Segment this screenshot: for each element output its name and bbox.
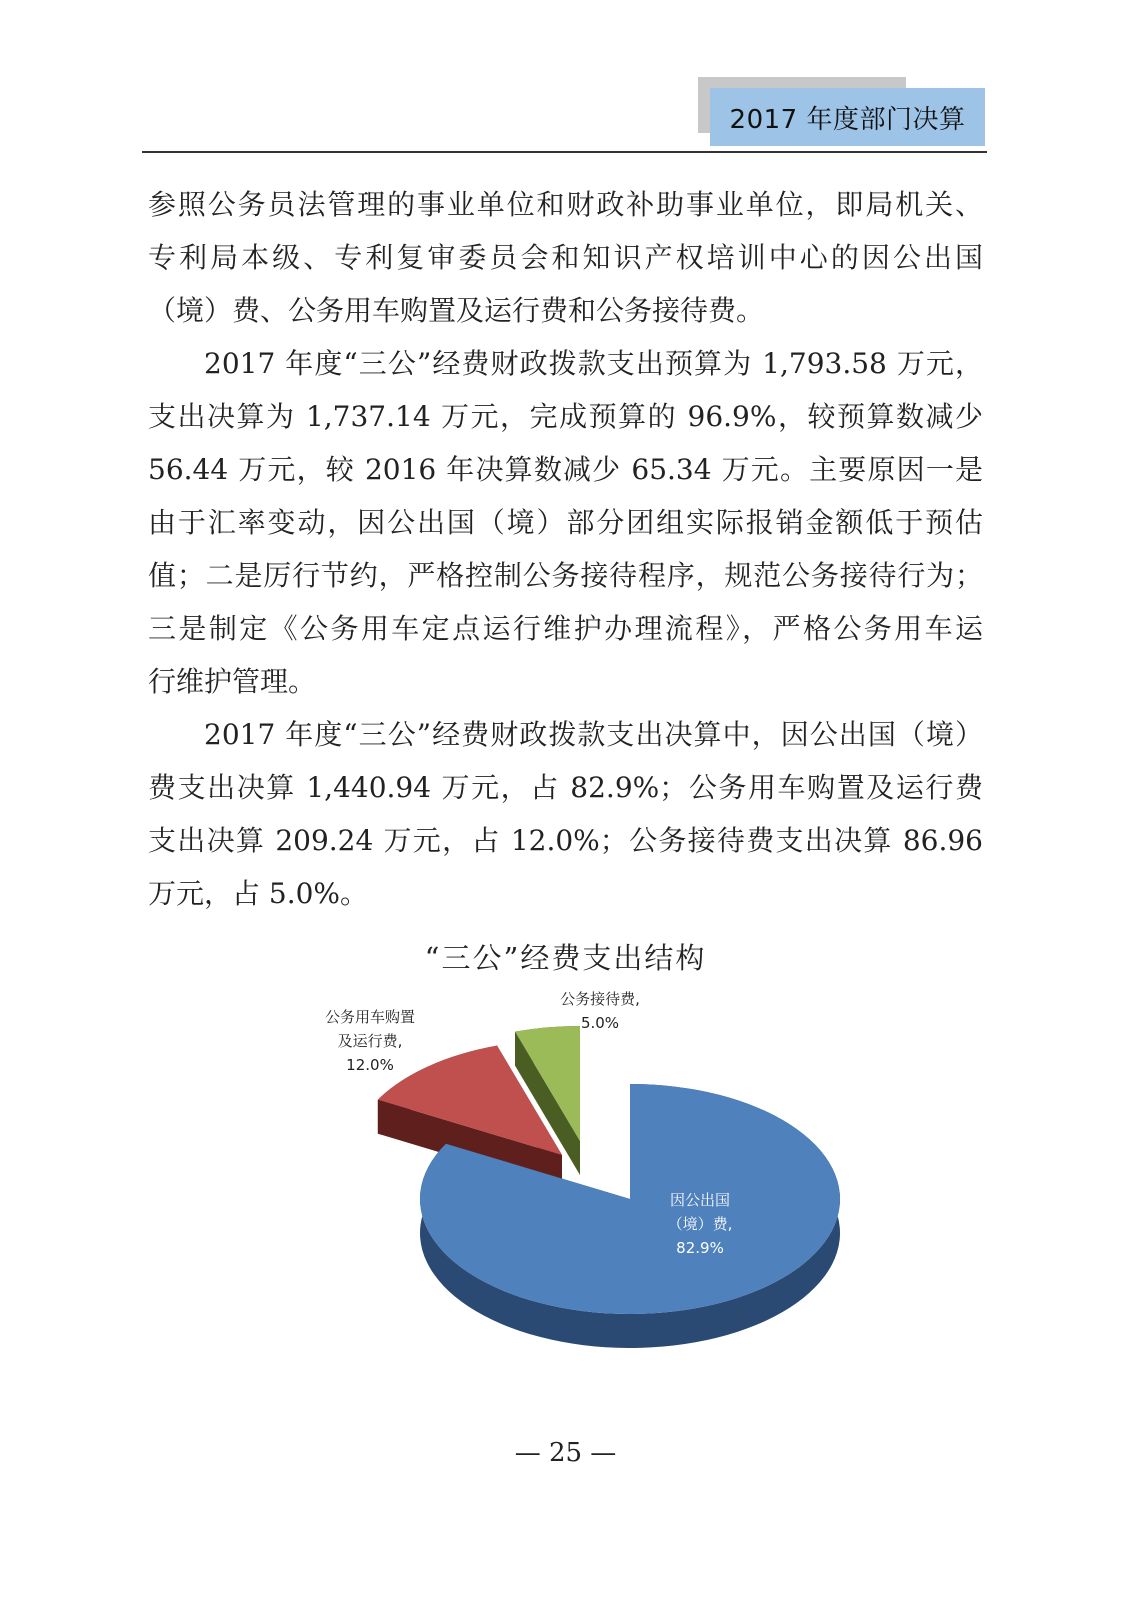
page-number: — 25 — <box>514 1438 617 1468</box>
body-line: 行维护管理。 <box>148 665 317 698</box>
body-line: 值；二是厉行节约，严格控制公务接待程序，规范公务接待行为； <box>148 559 983 592</box>
body-line: （境）费、公务用车购置及运行费和公务接待费。 <box>148 294 765 327</box>
pie-chart <box>324 990 860 1340</box>
header-rule <box>142 151 987 153</box>
body-line: 支出决算 209.24 万元，占 12.0%；公务接待费支出决算 86.96 <box>148 824 983 857</box>
chart-title: “三公”经费支出结构 <box>424 941 707 975</box>
body-line: 支出决算为 1,737.14 万元，完成预算的 96.9%，较预算数减少 <box>148 400 983 433</box>
pie-slice-label: 因公出国（境）费, 82.9% <box>667 1191 733 1257</box>
document-header-title: 2017 年度部门决算 <box>710 88 985 146</box>
body-line: 万元，占 5.0%。 <box>148 877 369 910</box>
pie-slice-label: 公务用车购置及运行费, 12.0% <box>324 1008 416 1074</box>
body-line: 由于汇率变动，因公出国（境）部分团组实际报销金额低于预估 <box>148 506 983 539</box>
body-line: 参照公务员法管理的事业单位和财政补助事业单位，即局机关、 <box>148 188 983 221</box>
body-text <box>148 178 983 920</box>
pie-slice-label: 公务接待费, 5.0% <box>560 990 640 1032</box>
body-line: 2017 年度“三公”经费财政拨款支出预算为 1,793.58 万元， <box>204 347 983 380</box>
body-line: 56.44 万元，较 2016 年决算数减少 65.34 万元。主要原因一是 <box>148 453 983 486</box>
body-line: 2017 年度“三公”经费财政拨款支出决算中，因公出国（境） <box>204 718 983 751</box>
body-line: 专利局本级、专利复审委员会和知识产权培训中心的因公出国 <box>148 241 983 274</box>
body-line: 费支出决算 1,440.94 万元，占 82.9%；公务用车购置及运行费 <box>148 771 983 804</box>
body-line: 三是制定《公务用车定点运行维护办理流程》，严格公务用车运 <box>148 612 983 645</box>
